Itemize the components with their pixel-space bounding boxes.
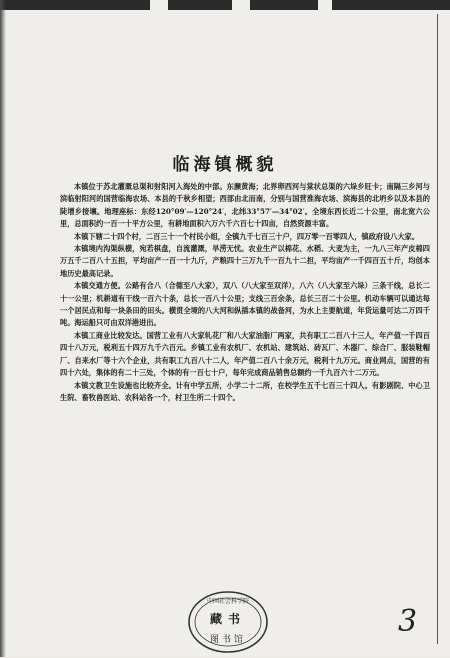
document-body xyxy=(60,181,430,404)
paragraph-industry: 本镇工商业比较发达。国营工业有八大家轧花厂和八大家油脂厂两家，共有职工二百八十三人，年产值一千四百四十八万元，税利五十四万九千六百元。乡镇工业有农机厂、农机站、建筑站、砖瓦厂、木器厂、综合厂、服装鞋帽厂、自来水厂等十六个企业，共有职工九百八十二人，年产值二百八十余万元，税利十九万元。商业网点，国营的有四十六处，集体的有二十三处，个体的有一百七十户，每年完成商品销售总额约一千九百六十二万元。 xyxy=(60,330,430,378)
paragraph-location: 本镇位于苏北灌溉总渠和射阳河入海处的中部。东濒黄海；北界卵西河与棠状总渠的六垛乡旺卡；南隔三乡河与滨临射阳河的国营临海农场、本县的千秋乡相望；西部由北而南，分别与国营淮海农场、滨海县的北坍乡以及本县的陡增乡接壤。地理座标：东经120°09′—120°24′，北纬33°57′—34°02′。全境东西长近二十公里，南北宽六公里，总面积约一百一十平方公里，有耕地面积六万六千六百七十四亩，自然资源丰富。 xyxy=(60,182,430,229)
scan-left-shadow xyxy=(0,0,6,657)
stamp-top-text: 中国社会科学院 xyxy=(206,598,249,605)
library-stamp xyxy=(187,590,269,654)
paragraph-education: 本镇文教卫生设施也比较齐全。计有中学五所，小学二十二所，在校学生五千七百三十四人。有影剧院、中心卫生院、畜牧兽医站、农科站各一个，村卫生所二十四个。 xyxy=(60,380,430,402)
margin-rule xyxy=(437,14,438,644)
paragraph-population: 本镇下辖二十四个村，二百三十一个村民小组，全镇九千七百三十户，四万零一百零四人，镇政府设八大家。 xyxy=(74,231,420,241)
document-title: 临海镇概貌 xyxy=(172,155,278,175)
stamp-bottom-text: 图书馆 xyxy=(209,635,246,645)
paragraph-transport: 本镇交通方便。公路有合八（合德至八大家），双八（八大家至双洋），八六（八大家至六垛）三条干线，总长二十一公里；机耕道有干线一百六十条，总长一百八十公里；支线三百余条，总长三百二十公里。机动车辆可以通达每一个居民点和每一块条田的田头。横贯全境的八大河和纵插本镇的战备河，为水上主要航道，年货运量可达二万四千吨。海运船只可由双洋港进出。 xyxy=(60,281,430,328)
stamp-middle-text: 藏书 xyxy=(209,612,246,626)
paragraph-agriculture: 本镇境内沟渠纵横，宛若棋盘，自流灌溉，旱涝无忧。农业生产以棉花、水稻、大麦为主，一九八三年产皮棉四万五千二百八十五担，平均亩产一百一十九斤，产粮四十三万九千一百九十二担，平均亩产一千四百五十斤，均创本地历史最高记录。 xyxy=(60,244,430,278)
page-number: 3 xyxy=(398,604,418,639)
scan-top-edge xyxy=(0,0,450,10)
